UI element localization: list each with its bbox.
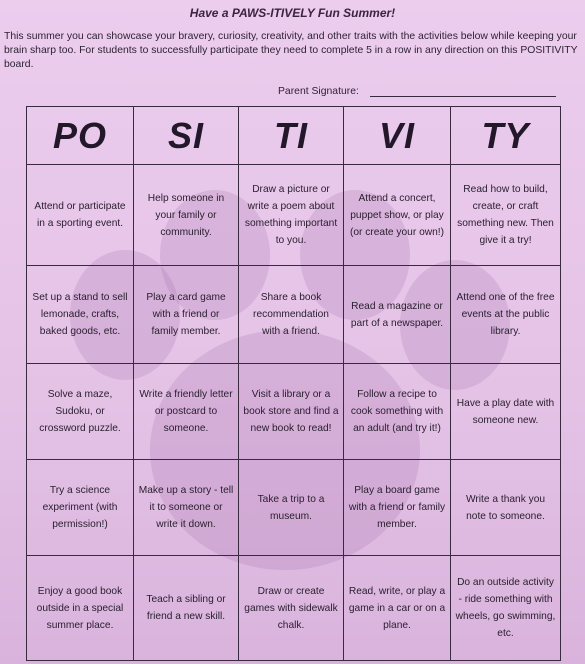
board-header: TY (451, 107, 560, 165)
board-header: VI (344, 107, 451, 165)
board-cell: Visit a library or a book store and find a new book to read! (239, 364, 344, 460)
board-cell: Help someone in your family or community. (134, 165, 239, 266)
board-cell: Attend a concert, puppet show, or play (or create your own!) (344, 165, 451, 266)
board-cell: Set up a stand to sell lemonade, crafts, baked goods, etc. (27, 266, 134, 364)
board-cell: Enjoy a good book outside in a special summer place. (27, 556, 134, 660)
board-cell: Play a card game with a friend or family member. (134, 266, 239, 364)
board-cell: Try a science experiment (with permission!) (27, 460, 134, 556)
board-cell: Share a book recommendation with a friend. (239, 266, 344, 364)
parent-signature-line[interactable] (370, 96, 556, 97)
board-cell: Follow a recipe to cook something with an adult (and try it!) (344, 364, 451, 460)
board-cell: Draw or create games with sidewalk chalk. (239, 556, 344, 660)
board-cell: Take a trip to a museum. (239, 460, 344, 556)
board-cell: Read how to build, create, or craft something new. Then give it a try! (451, 165, 560, 266)
board-cell: Attend or participate in a sporting event. (27, 165, 134, 266)
page-title: Have a PAWS-ITIVELY Fun Summer! (189, 6, 396, 20)
board-header: TI (239, 107, 344, 165)
board-cell: Draw a picture or write a poem about something important to you. (239, 165, 344, 266)
board-cell: Attend one of the free events at the public library. (451, 266, 560, 364)
board-cell: Teach a sibling or friend a new skill. (134, 556, 239, 660)
board-cell: Read, write, or play a game in a car or on a plane. (344, 556, 451, 660)
board-cell: Play a board game with a friend or family member. (344, 460, 451, 556)
board-cell: Make up a story - tell it to someone or write it down. (134, 460, 239, 556)
board-header: SI (134, 107, 239, 165)
board-cell: Solve a maze, Sudoku, or crossword puzzle. (27, 364, 134, 460)
intro-paragraph: This summer you can showcase your bravery, curiosity, creativity, and other traits with the activities below while keeping your brain sharp too. For students to successfully participate they need to complete 5 in a row in any direction on this POSITIVITY board. (4, 31, 578, 70)
board-cell: Have a play date with someone new. (451, 364, 560, 460)
board-header: PO (27, 107, 134, 165)
positivity-board (26, 106, 561, 661)
board-cell: Read a magazine or part of a newspaper. (344, 266, 451, 364)
parent-signature-label: Parent Signature: (278, 86, 359, 97)
board-cell: Write a thank you note to someone. (451, 460, 560, 556)
board-cell: Do an outside activity - ride something with wheels, go swimming, etc. (455, 577, 556, 639)
board-cell: Write a friendly letter or postcard to someone. (134, 364, 239, 460)
